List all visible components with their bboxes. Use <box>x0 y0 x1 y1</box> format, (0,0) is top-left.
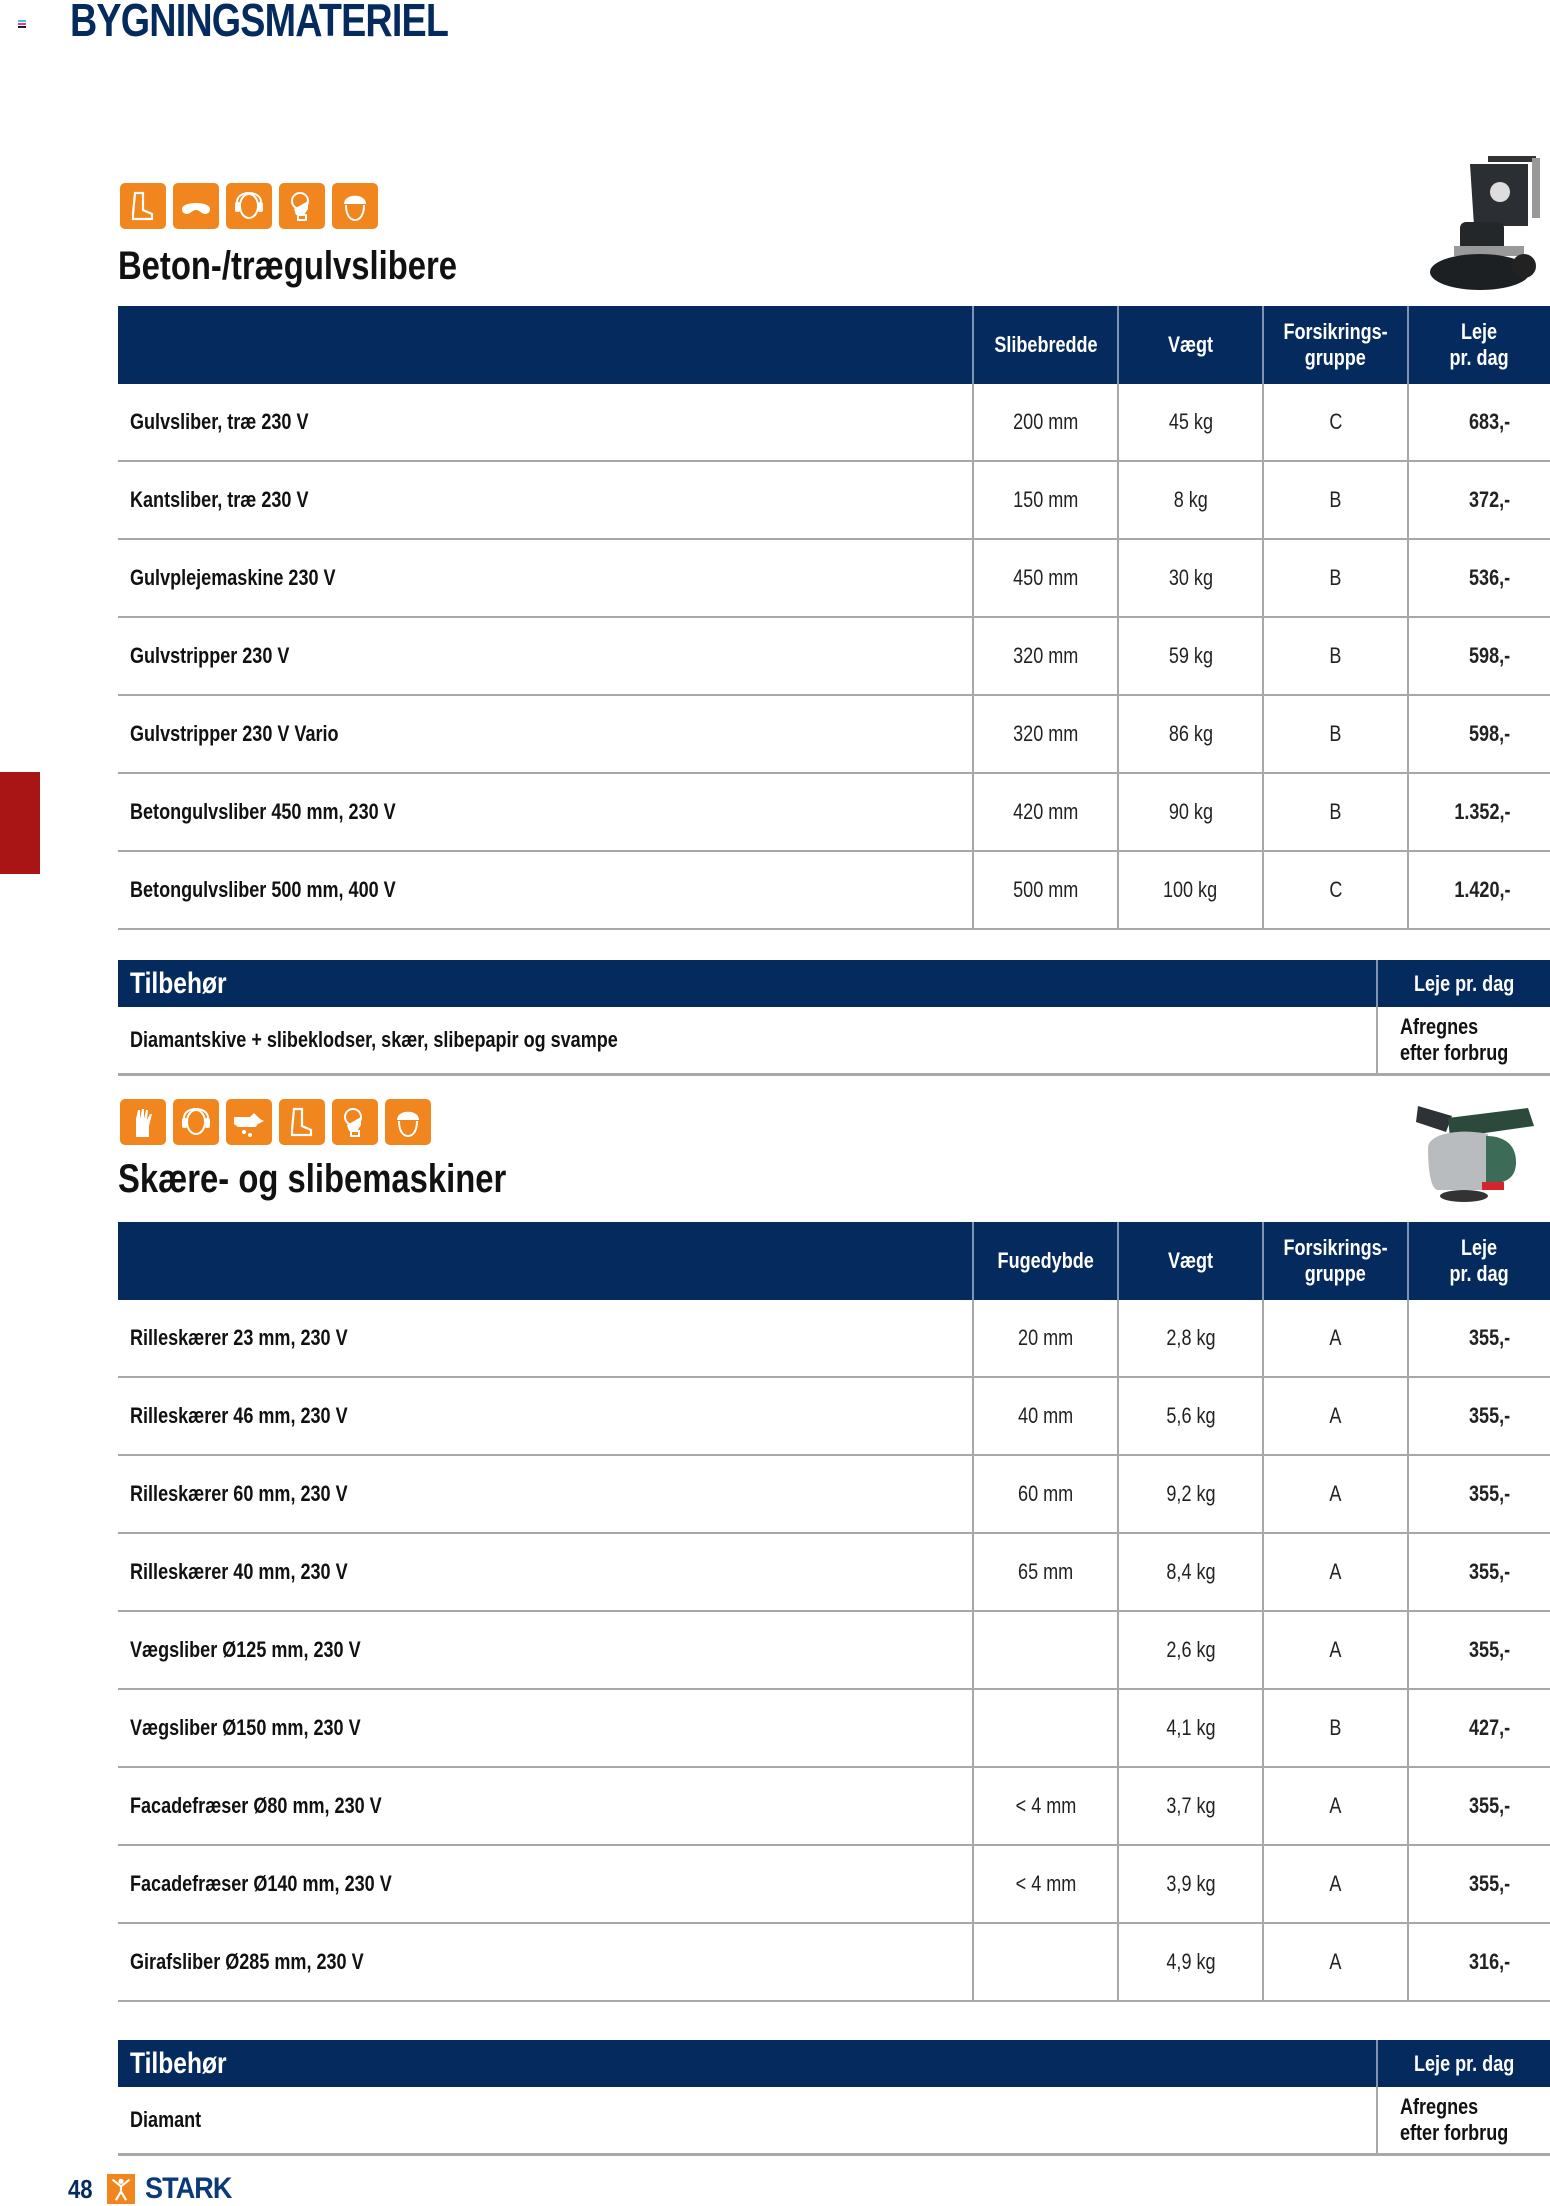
insurance-group-value: B <box>1263 773 1408 851</box>
product-name: Gulvplejemaskine 230 V <box>118 539 973 617</box>
insurance-group-value: A <box>1263 1923 1408 2001</box>
insurance-group-value: A <box>1263 1455 1408 1533</box>
rent-price: 316,- <box>1408 1923 1550 2001</box>
ppe-icons-section-1 <box>120 183 378 229</box>
header-grinding-width: Slibebredde <box>973 306 1118 384</box>
insurance-group-value: B <box>1263 617 1408 695</box>
ear-protection-icon <box>226 183 272 229</box>
weight-value: 8 kg <box>1118 461 1263 539</box>
weight-value: 3,7 kg <box>1118 1767 1263 1845</box>
spec-value: 420 mm <box>973 773 1118 851</box>
section-title-cutting-grinding: Skære- og slibemaskiner <box>118 1157 507 1201</box>
safety-goggles-icon <box>173 183 219 229</box>
safety-boot-icon <box>279 1099 325 1145</box>
accessories-header <box>118 960 1550 1007</box>
accessories-cutting-grinding <box>118 2040 1550 2156</box>
spec-value: 40 mm <box>973 1377 1118 1455</box>
hand-corrosion-icon <box>226 1099 272 1145</box>
chapter-tab-marker <box>0 772 40 874</box>
accessories-price-header: Leje pr. dag <box>1376 2040 1550 2087</box>
spec-value <box>973 1689 1118 1767</box>
rent-price: 598,- <box>1408 617 1550 695</box>
spec-value: 320 mm <box>973 617 1118 695</box>
spec-value <box>973 1923 1118 2001</box>
spec-value: < 4 mm <box>973 1767 1118 1845</box>
weight-value: 86 kg <box>1118 695 1263 773</box>
insurance-group-value: A <box>1263 1767 1408 1845</box>
print-registration-mark <box>18 20 26 29</box>
header-product <box>118 306 973 384</box>
rent-price: 536,- <box>1408 539 1550 617</box>
rent-price: 1.420,- <box>1408 851 1550 929</box>
spec-value: < 4 mm <box>973 1845 1118 1923</box>
product-name: Rilleskærer 23 mm, 230 V <box>118 1300 973 1377</box>
header-weight: Vægt <box>1118 1222 1263 1300</box>
wall-chaser-image <box>1398 1088 1548 1206</box>
hard-hat-icon <box>385 1099 431 1145</box>
weight-value: 4,1 kg <box>1118 1689 1263 1767</box>
rent-price: 355,- <box>1408 1611 1550 1689</box>
header-rent-per-day: Leje pr. dag <box>1408 306 1550 384</box>
header-joint-depth: Fugedybde <box>973 1222 1118 1300</box>
accessories-header <box>118 2040 1550 2087</box>
insurance-group-value: A <box>1263 1845 1408 1923</box>
rent-price: 355,- <box>1408 1767 1550 1845</box>
table-row <box>118 1923 1550 2001</box>
weight-value: 2,6 kg <box>1118 1611 1263 1689</box>
insurance-group-value: A <box>1263 1611 1408 1689</box>
accessory-item: Diamant <box>130 2107 202 2132</box>
spec-table-cutting-grinding <box>118 1222 1550 2002</box>
ear-protection-icon <box>173 1099 219 1145</box>
weight-value: 100 kg <box>1118 851 1263 929</box>
respirator-mask-icon <box>279 183 325 229</box>
insurance-group-value: B <box>1263 539 1408 617</box>
rent-price: 372,- <box>1408 461 1550 539</box>
floor-grinder-image <box>1420 136 1546 298</box>
insurance-group-value: B <box>1263 1689 1408 1767</box>
header-insurance-group: Forsikrings- gruppe <box>1263 306 1408 384</box>
table-header-row <box>118 1222 1550 1300</box>
insurance-group-value: B <box>1263 461 1408 539</box>
spec-value: 200 mm <box>973 384 1118 461</box>
product-name: Betongulvsliber 500 mm, 400 V <box>118 851 973 929</box>
rent-price: 1.352,- <box>1408 773 1550 851</box>
table-row <box>118 617 1550 695</box>
table-row <box>118 1767 1550 1845</box>
product-name: Vægsliber Ø125 mm, 230 V <box>118 1611 973 1689</box>
accessories-title: Tilbehør <box>118 960 1376 1007</box>
section-title-floor-grinders: Beton-/trægulvslibere <box>118 244 457 288</box>
rent-price: 427,- <box>1408 1689 1550 1767</box>
weight-value: 3,9 kg <box>1118 1845 1263 1923</box>
table-row <box>118 539 1550 617</box>
table-row <box>118 461 1550 539</box>
weight-value: 90 kg <box>1118 773 1263 851</box>
table-row <box>118 1377 1550 1455</box>
spec-value: 450 mm <box>973 539 1118 617</box>
spec-value: 65 mm <box>973 1533 1118 1611</box>
table-row <box>118 1455 1550 1533</box>
product-name: Kantsliber, træ 230 V <box>118 461 973 539</box>
accessories-row <box>118 2087 1550 2156</box>
insurance-group-value: A <box>1263 1377 1408 1455</box>
rent-price: 683,- <box>1408 384 1550 461</box>
table-row <box>118 773 1550 851</box>
weight-value: 9,2 kg <box>1118 1455 1263 1533</box>
accessories-title: Tilbehør <box>118 2040 1376 2087</box>
header-product <box>118 1222 973 1300</box>
table-row <box>118 1689 1550 1767</box>
accessories-floor-grinders <box>118 960 1550 1076</box>
protective-gloves-icon <box>120 1099 166 1145</box>
accessory-item: Diamantskive + slibeklodser, skær, slibepapir og svampe <box>130 1027 618 1052</box>
rent-price: 355,- <box>1408 1533 1550 1611</box>
spec-value: 150 mm <box>973 461 1118 539</box>
stark-logo-icon <box>107 2174 135 2204</box>
insurance-group-value: B <box>1263 695 1408 773</box>
table-row <box>118 1300 1550 1377</box>
table-row <box>118 384 1550 461</box>
header-weight: Vægt <box>1118 306 1263 384</box>
product-name: Facadefræser Ø80 mm, 230 V <box>118 1767 973 1845</box>
weight-value: 59 kg <box>1118 617 1263 695</box>
product-name: Vægsliber Ø150 mm, 230 V <box>118 1689 973 1767</box>
page-category-title: BYGNINGSMATERIEL <box>70 0 449 46</box>
page-number: 48 <box>68 2173 93 2204</box>
insurance-group-value: C <box>1263 384 1408 461</box>
rent-price: 355,- <box>1408 1377 1550 1455</box>
accessory-price: Afregnes efter forbrug <box>1376 2087 1550 2153</box>
product-name: Girafsliber Ø285 mm, 230 V <box>118 1923 973 2001</box>
accessory-price: Afregnes efter forbrug <box>1376 1007 1550 1073</box>
spec-value: 320 mm <box>973 695 1118 773</box>
ppe-icons-section-2 <box>120 1099 431 1145</box>
product-name: Rilleskærer 40 mm, 230 V <box>118 1533 973 1611</box>
table-header-row <box>118 306 1550 384</box>
accessories-price-header: Leje pr. dag <box>1376 960 1550 1007</box>
spec-value <box>973 1611 1118 1689</box>
safety-boot-icon <box>120 183 166 229</box>
table-row <box>118 851 1550 929</box>
respirator-mask-icon <box>332 1099 378 1145</box>
header-insurance-group: Forsikrings- gruppe <box>1263 1222 1408 1300</box>
weight-value: 8,4 kg <box>1118 1533 1263 1611</box>
hard-hat-icon <box>332 183 378 229</box>
accessories-row <box>118 1007 1550 1076</box>
spec-table-floor-grinders <box>118 306 1550 930</box>
rent-price: 598,- <box>1408 695 1550 773</box>
brand-name: STARK <box>144 2172 232 2205</box>
product-name: Facadefræser Ø140 mm, 230 V <box>118 1845 973 1923</box>
weight-value: 5,6 kg <box>1118 1377 1263 1455</box>
table-row <box>118 1845 1550 1923</box>
table-row <box>118 695 1550 773</box>
rent-price: 355,- <box>1408 1845 1550 1923</box>
weight-value: 30 kg <box>1118 539 1263 617</box>
page-footer <box>68 2172 241 2206</box>
header-rent-per-day: Leje pr. dag <box>1408 1222 1550 1300</box>
product-name: Gulvstripper 230 V Vario <box>118 695 973 773</box>
table-row <box>118 1611 1550 1689</box>
rent-price: 355,- <box>1408 1455 1550 1533</box>
insurance-group-value: A <box>1263 1533 1408 1611</box>
product-name: Betongulvsliber 450 mm, 230 V <box>118 773 973 851</box>
product-name: Rilleskærer 46 mm, 230 V <box>118 1377 973 1455</box>
weight-value: 2,8 kg <box>1118 1300 1263 1377</box>
table-row <box>118 1533 1550 1611</box>
product-name: Rilleskærer 60 mm, 230 V <box>118 1455 973 1533</box>
weight-value: 45 kg <box>1118 384 1263 461</box>
spec-value: 60 mm <box>973 1455 1118 1533</box>
insurance-group-value: A <box>1263 1300 1408 1377</box>
spec-value: 500 mm <box>973 851 1118 929</box>
insurance-group-value: C <box>1263 851 1408 929</box>
spec-value: 20 mm <box>973 1300 1118 1377</box>
rent-price: 355,- <box>1408 1300 1550 1377</box>
product-name: Gulvsliber, træ 230 V <box>118 384 973 461</box>
weight-value: 4,9 kg <box>1118 1923 1263 2001</box>
product-name: Gulvstripper 230 V <box>118 617 973 695</box>
